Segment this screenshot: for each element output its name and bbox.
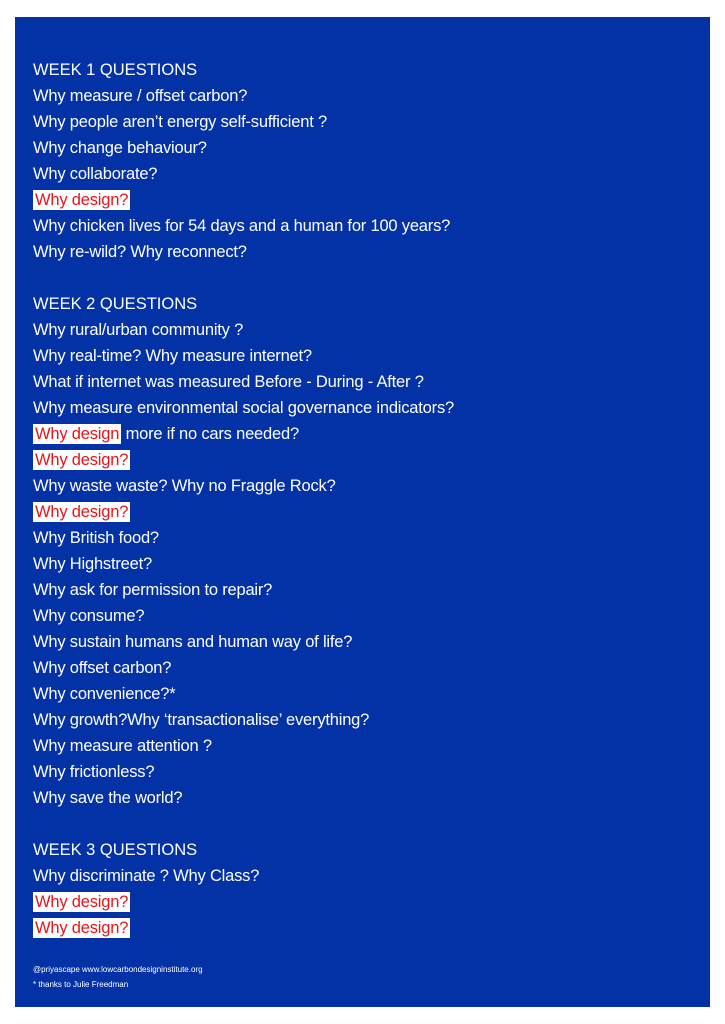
question-line — [33, 421, 693, 447]
highlighted-question-line — [33, 915, 693, 941]
highlighted-question-line — [33, 499, 693, 525]
highlighted-text: Why design — [35, 425, 120, 443]
highlighted-question-line — [33, 447, 693, 473]
question-line: Why offset carbon? — [33, 659, 172, 677]
footer — [33, 962, 203, 992]
question-line: Why measure / offset carbon? — [33, 87, 248, 105]
question-text: more if no cars needed? — [121, 425, 299, 443]
week-1-heading: WEEK 1 QUESTIONS — [33, 61, 198, 79]
question-line: Why sustain humans and human way of life? — [33, 633, 353, 651]
poster — [15, 17, 710, 1007]
question-line: Why measure attention ? — [33, 737, 212, 755]
highlighted-text: Why design? — [35, 919, 129, 937]
question-line: Why real-time? Why measure internet? — [33, 347, 312, 365]
question-line: Why consume? — [33, 607, 145, 625]
thanks-line: * thanks to Julie Freedman — [33, 980, 129, 989]
week-1-section — [33, 57, 693, 265]
question-line: Why waste waste? Why no Fraggle Rock? — [33, 477, 336, 495]
question-line: Why frictionless? — [33, 763, 155, 781]
question-line: Why people aren’t energy self-sufficient ? — [33, 113, 327, 131]
question-line: Why ask for permission to repair? — [33, 581, 273, 599]
highlighted-question-line — [33, 889, 693, 915]
week-3-heading: WEEK 3 QUESTIONS — [33, 841, 198, 859]
questions-list — [33, 57, 693, 967]
question-line: Why growth?Why ‘transactionalise’ everything? — [33, 711, 370, 729]
question-line: What if internet was measured Before - During - After ? — [33, 373, 424, 391]
highlighted-text: Why design? — [35, 893, 129, 911]
week-3-section — [33, 837, 693, 941]
question-line: Why re-wild? Why reconnect? — [33, 243, 247, 261]
week-2-section — [33, 291, 693, 811]
question-line: Why measure environmental social governance indicators? — [33, 399, 454, 417]
question-line: Why rural/urban community ? — [33, 321, 244, 339]
highlighted-question-line — [33, 187, 693, 213]
question-line: Why chicken lives for 54 days and a human for 100 years? — [33, 217, 451, 235]
question-line: Why change behaviour? — [33, 139, 207, 157]
question-line: Why Highstreet? — [33, 555, 152, 573]
highlighted-text: Why design? — [35, 451, 129, 469]
week-2-heading: WEEK 2 QUESTIONS — [33, 295, 198, 313]
highlighted-text: Why design? — [35, 191, 129, 209]
highlighted-text: Why design? — [35, 503, 129, 521]
question-line: Why save the world? — [33, 789, 183, 807]
question-line: Why British food? — [33, 529, 159, 547]
question-line: Why discriminate ? Why Class? — [33, 867, 260, 885]
question-line: Why convenience?* — [33, 685, 176, 703]
credit-line: @priyascape www.lowcarbondesigninstitute.org — [33, 965, 203, 974]
question-line: Why collaborate? — [33, 165, 158, 183]
